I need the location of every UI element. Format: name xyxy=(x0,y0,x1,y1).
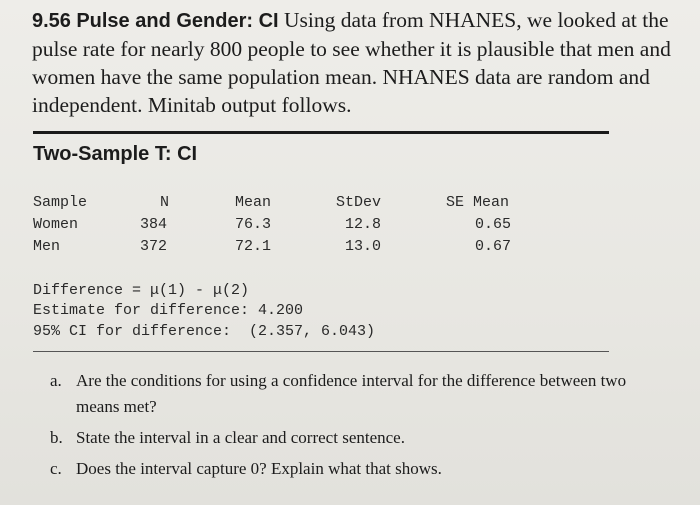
header-se-mean: SE Mean xyxy=(446,194,510,211)
bottom-divider xyxy=(33,351,609,352)
question-text: Does the interval capture 0? Explain what that shows. xyxy=(76,459,442,478)
question-list xyxy=(50,368,650,487)
problem-title: Pulse and Gender: CI xyxy=(76,10,279,32)
top-divider xyxy=(33,131,609,134)
header-n: N xyxy=(160,194,170,211)
row-women-n: 384 xyxy=(140,216,168,233)
question-b xyxy=(50,425,650,451)
row-men-sample: Men xyxy=(33,238,61,255)
question-text: Are the conditions for using a confidence interval for the difference between two means met? xyxy=(76,371,627,416)
row-women-sample: Women xyxy=(33,216,79,233)
question-label: a. xyxy=(50,371,62,390)
row-women-mean: 76.3 xyxy=(235,216,272,233)
difference-line: Difference = μ(1) - μ(2) xyxy=(33,282,250,299)
question-label: c. xyxy=(50,459,62,478)
header-stdev: StDev xyxy=(336,194,382,211)
row-women-stdev: 12.8 xyxy=(345,216,382,233)
header-sample: Sample xyxy=(33,194,88,211)
row-women-se-mean: 0.65 xyxy=(475,216,512,233)
question-label: b. xyxy=(50,428,63,447)
row-men-mean: 72.1 xyxy=(235,238,272,255)
estimate-line: Estimate for difference: 4.200 xyxy=(33,302,304,319)
output-title: Two-Sample T: CI xyxy=(33,143,198,165)
row-men-n: 372 xyxy=(140,238,168,255)
header-mean: Mean xyxy=(235,194,272,211)
row-men-se-mean: 0.67 xyxy=(475,238,512,255)
problem-text: Using data from NHANES, we looked at the pulse rate for nearly 800 people to see whether it is plausible that men and women have the same population mean. NHANES data are random and independent. Minitab output follows. xyxy=(32,8,671,117)
problem-number: 9.56 xyxy=(32,10,71,32)
problem-statement xyxy=(32,6,672,119)
row-men-stdev: 13.0 xyxy=(345,238,382,255)
question-a xyxy=(50,368,650,420)
question-c xyxy=(50,456,650,482)
question-text: State the interval in a clear and correct sentence. xyxy=(76,428,405,447)
ci-line: 95% CI for difference: (2.357, 6.043) xyxy=(33,323,376,340)
